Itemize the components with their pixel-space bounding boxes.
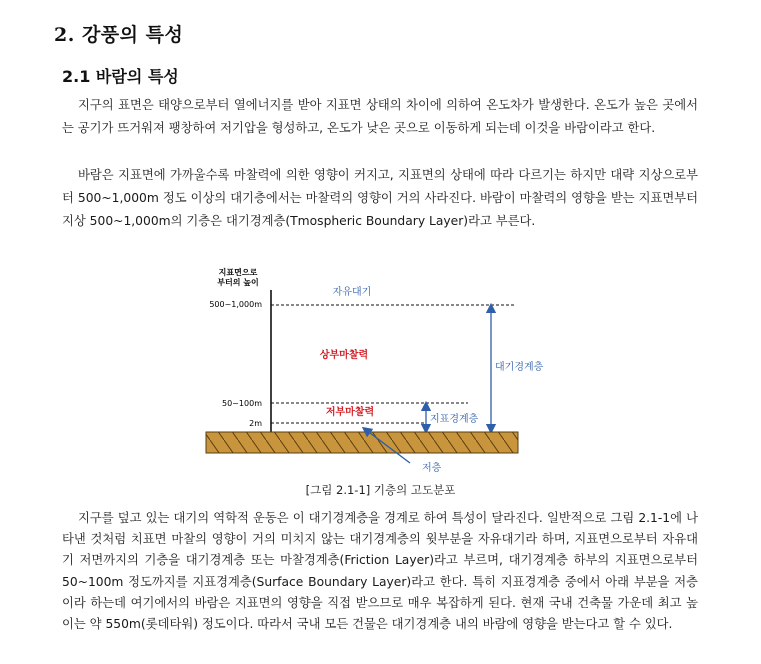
paragraph-wind-origin: 지구의 표면은 태양으로부터 열에너지를 받아 지표면 상태의 차이에 의하여 온도차가 발생한다. 온도가 높은 곳에서는 공기가 뜨거워져 팽창하여 저기압을 형성하고, 온도가 낮은 곳으로 이동하게 되는데 이것을 바람이라고 한다. (62, 98, 698, 135)
level-mid-label: 50~100m (222, 399, 262, 408)
paragraph-boundary-layer: 지구를 덮고 있는 대기의 역학적 운동은 이 대기경계층을 경계로 하여 특성이 달라진다. 일반적으로 그림 2.1-1에 나타낸 것처럼 치표면 마찰의 영향이 거의 미치지 않는 대기경계층의 윗부분을 자유대기라 하며, 지표면으로부터 자유대기 저면까지의 기층을 대기경계층 또는 마찰경계층(Friction Layer)라고 부르며, 대기경계층 하부의 지표면으로부터 50~100m 정도까지를 지표경계층(Surface Boundary Layer)라고 한다. 특히 지표경계층 중에서 아래 부분을 저층이라 하는데 여기에서의 바람은 지표면의 영향을 직접 받으므로 매우 복잡하게 된다. 현재 국내 건축물 가운데 최고 높이는 약 550m(롯데타워) 정도이다. 따라서 국내 모든 건물은 대기경계층 내의 바람에 영향을 받는다고 할 수 있다. (62, 511, 698, 632)
section-title: 2. 강풍의 특성 (54, 24, 184, 46)
level-low-label: 2m (249, 419, 262, 428)
surface-layer-label: 지표경계층 (430, 414, 479, 425)
layer-diagram (0, 260, 761, 480)
boundary-layer-label: 대기경계층 (495, 362, 544, 373)
axis-label-line1: 지표면으로 (218, 268, 258, 277)
figure-caption: [그림 2.1-1] 기층의 고도분포 (305, 483, 456, 497)
ground-hatch (206, 432, 518, 453)
subsection-title: 2.1 바람의 특성 (62, 67, 179, 86)
axis-label-line2: 부터의 높이 (217, 278, 259, 287)
paragraph-friction: 바람은 지표면에 가까울수록 마찰력에 의한 영향이 커지고, 지표면의 상태에 따라 다르기는 하지만 대략 지상으로부터 500~1,000m 정도 이상의 대기층에서는 마찰력의 영향이 거의 사라진다. 바람이 마찰력의 영향을 받는 지표면부터 지상 500~1,000m의 기층은 대기경계층(Tmospheric Boundary Layer)라고 부른다. (62, 168, 698, 228)
upper-friction-label: 상부마찰력 (319, 350, 369, 361)
free-atmosphere-label: 자유대기 (332, 287, 372, 298)
lower-friction-label: 저부마찰력 (325, 407, 375, 418)
level-top-label: 500~1,000m (209, 300, 262, 309)
bottom-layer-label: 저층 (422, 463, 442, 474)
